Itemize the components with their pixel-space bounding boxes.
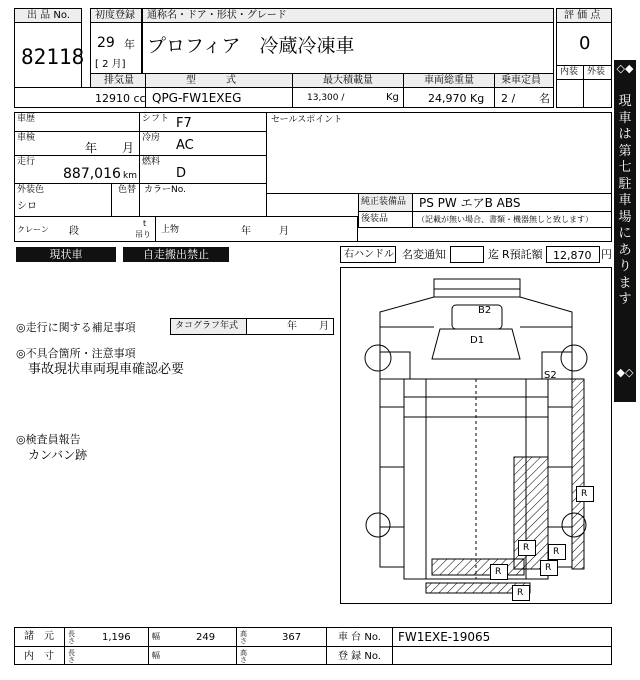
equipment-cell — [358, 193, 612, 212]
in-height-label: 高さ — [240, 649, 247, 664]
sales-point-label: セールスポイント — [271, 115, 343, 125]
steering-value: 右ハンドル — [344, 249, 394, 260]
history-label: 車歴 — [17, 114, 36, 124]
front-bumper-top — [434, 279, 520, 289]
side-banner-text: 現車は第七駐車場にあります — [618, 94, 632, 307]
fuel-value: D — [176, 166, 187, 181]
lot-number-cell — [14, 22, 85, 88]
truck-diagram — [340, 267, 612, 604]
tachograph-year-unit: 年 — [287, 321, 297, 332]
shift-value: F7 — [176, 116, 192, 131]
name-label-cell — [142, 8, 554, 23]
windshield-top — [452, 305, 502, 329]
mark-r-3-text: R — [553, 547, 560, 557]
mileage-unit: km — [123, 171, 137, 181]
mark-r-1 — [576, 486, 594, 502]
mark-r-5-text: R — [495, 567, 502, 577]
aftermarket-label: 後装品 — [359, 212, 413, 227]
capacity-unit: 名 — [539, 92, 550, 105]
inspector-text: カンバン跡 — [28, 448, 88, 462]
first-reg-year-unit: 年 — [124, 38, 135, 51]
defects-label: ◎不具合箇所・注意事項 — [16, 347, 136, 360]
name-change-box — [450, 246, 484, 263]
upper-label: 上物 — [161, 225, 180, 235]
mark-s2: S2 — [544, 370, 557, 381]
score-cell — [556, 22, 612, 66]
mileage-cell — [14, 155, 140, 184]
front-right-wheel — [561, 345, 587, 371]
color-change-cell — [111, 183, 140, 217]
mark-r-6 — [512, 585, 530, 601]
chassis-label: 車 台 No. — [338, 632, 381, 643]
chassis-number: FW1EXE-19065 — [398, 630, 491, 644]
interior-label-cell — [556, 65, 584, 80]
score-value: 0 — [579, 33, 591, 54]
displacement-value: 12910 cc — [95, 92, 146, 105]
crane-ton-unit: t — [143, 219, 147, 228]
footer-divider-2 — [148, 627, 149, 665]
mark-r-2-text: R — [523, 543, 530, 553]
mark-r-5 — [490, 564, 508, 580]
interior-label: 内装 — [560, 67, 579, 77]
height-value: 367 — [282, 632, 302, 643]
capacity-value: 2 / — [501, 92, 516, 105]
model-value: QPG-FW1EXEG — [152, 91, 242, 105]
crane-label: クレーン — [17, 225, 49, 234]
gross-weight-cell — [403, 87, 495, 108]
aftermarket-note: （記載が無い場合、書類・機器無しと致します） — [417, 215, 593, 224]
model-label-cell — [145, 73, 293, 88]
rear-left-wheel — [366, 513, 390, 537]
shift-label: シフト — [142, 114, 170, 124]
lot-number: 82118 — [21, 45, 85, 69]
displacement-label-cell — [90, 73, 146, 88]
footer-divider-3 — [236, 627, 237, 665]
inspector-label: ◎検査員報告 — [16, 433, 81, 446]
recycle-amount-cell — [546, 246, 600, 263]
aftermarket-cell — [358, 211, 612, 228]
model-cell — [145, 87, 293, 108]
displacement-cell — [14, 87, 146, 108]
mark-r-3 — [548, 544, 566, 560]
max-load-value: 13,300 / — [307, 93, 345, 103]
tachograph-cell — [170, 318, 334, 335]
capacity-label-cell — [494, 73, 554, 88]
car-name-cell — [142, 22, 554, 74]
tachograph-label: タコグラフ年式 — [171, 319, 247, 334]
color-change-label: 色替 — [118, 185, 137, 195]
side-banner-top-symbols: ◇◆ — [616, 62, 634, 75]
inspection-cell — [14, 131, 140, 156]
lot-label-cell — [14, 8, 82, 23]
exterior-score-cell — [583, 79, 612, 108]
steering-cell — [340, 246, 396, 263]
upper-year-unit: 年 — [241, 226, 251, 237]
dims-label: 諸 元 — [24, 631, 54, 642]
color-code-cell — [139, 183, 267, 217]
reg-label: 登 録 No. — [338, 651, 381, 662]
score-label: 評 価 点 — [564, 10, 601, 21]
mileage-value: 887,016 — [63, 166, 121, 182]
max-load-label: 最大積載量 — [323, 75, 373, 86]
color-code-label: カラーNo. — [144, 185, 186, 195]
tachograph-month-unit: 月 — [319, 321, 329, 332]
score-label-cell — [556, 8, 612, 23]
exterior-color-value: シロ — [17, 201, 37, 212]
mark-d1: D1 — [470, 335, 485, 346]
capacity-cell — [494, 87, 554, 108]
crane-row — [14, 216, 358, 242]
exterior-color-cell — [14, 183, 112, 217]
mark-r-6-text: R — [517, 588, 524, 598]
hatched-damage-side — [572, 379, 584, 569]
width-value: 249 — [196, 632, 216, 643]
side-banner — [614, 60, 636, 402]
in-length-label: 長さ — [68, 649, 75, 664]
car-name: プロフィア 冷蔵冷凍車 — [147, 35, 355, 57]
recycle-unit: 円 — [601, 248, 612, 261]
gross-weight-label: 車両総重量 — [424, 75, 474, 86]
first-reg-cell — [90, 22, 142, 74]
mileage-label: 走行 — [17, 157, 36, 167]
lot-label: 出 品 No. — [27, 10, 70, 21]
recycle-label: R預託額 — [502, 248, 543, 261]
ac-value: AC — [176, 138, 194, 153]
defects-text: 事故現状車両現車確認必要 — [28, 362, 185, 377]
sales-point-cell — [266, 112, 612, 194]
first-reg-label: 初度登録 — [95, 10, 135, 21]
max-load-label-cell — [292, 73, 404, 88]
first-reg-year: 29 — [97, 35, 115, 51]
mark-r-4 — [540, 560, 558, 576]
in-width-label: 幅 — [152, 651, 160, 660]
recycle-amount: 12,870 — [553, 249, 592, 262]
self-drive-ban-badge: 自走搬出禁止 — [123, 247, 229, 262]
first-reg-month: [ 2 月] — [95, 59, 126, 70]
ac-cell — [139, 131, 267, 156]
exterior-label-cell — [583, 65, 612, 80]
name-change-unit: 迄 — [488, 248, 499, 261]
inspection-month-unit: 月 — [122, 141, 135, 155]
length-value: 1,196 — [102, 632, 131, 643]
footer-divider-1 — [64, 627, 65, 665]
gross-weight-label-cell — [403, 73, 495, 88]
shift-cell — [139, 112, 267, 132]
displacement-label: 排気量 — [104, 75, 134, 86]
gross-weight-value: 24,970 Kg — [428, 92, 485, 105]
fuel-label: 燃料 — [142, 157, 161, 167]
side-banner-bottom-symbols: ◆◇ — [616, 366, 634, 379]
mark-r-1-text: R — [581, 489, 588, 499]
current-status-badge: 現状車 — [16, 247, 116, 262]
equipment-label: 純正装備品 — [359, 194, 413, 211]
driving-notes-label: ◎走行に関する補足事項 — [16, 321, 136, 334]
front-left-wheel — [365, 345, 391, 371]
model-label: 型 式 — [186, 75, 236, 86]
upper-month-unit: 月 — [279, 226, 289, 237]
mark-r-4-text: R — [545, 563, 552, 573]
equipment-value: PS PW エアB ABS — [419, 196, 521, 210]
footer-divider-5 — [392, 627, 393, 665]
ac-label: 冷房 — [142, 133, 161, 143]
length-label: 長さ — [68, 630, 75, 645]
interior-dims-label: 内 寸 — [24, 651, 54, 662]
max-load-cell — [292, 87, 404, 108]
hatched-damage-rear — [432, 559, 524, 575]
height-label: 高さ — [240, 630, 247, 645]
fuel-cell — [139, 155, 267, 184]
crane-hook-unit: 吊り — [135, 230, 151, 239]
crane-divider — [155, 217, 156, 241]
history-cell — [14, 112, 140, 132]
exterior-label: 外装 — [587, 67, 606, 77]
crane-stage-unit: 段 — [69, 226, 79, 237]
first-reg-label-cell — [90, 8, 142, 23]
exterior-color-label: 外装色 — [17, 185, 45, 195]
mark-b2: B2 — [478, 305, 492, 316]
width-label: 幅 — [152, 632, 160, 641]
inspection-year-unit: 年 — [85, 141, 98, 155]
inspection-label: 車検 — [17, 133, 36, 143]
footer-row-divider — [14, 646, 612, 647]
name-change-label: 名変通知 — [402, 248, 446, 261]
max-load-unit: Kg — [386, 92, 399, 103]
mark-r-2 — [518, 540, 536, 556]
name-label: 通称名・ドア・形状・グレード — [147, 10, 287, 21]
interior-score-cell — [556, 79, 584, 108]
footer-divider-4 — [326, 627, 327, 665]
capacity-label: 乗車定員 — [501, 75, 541, 86]
